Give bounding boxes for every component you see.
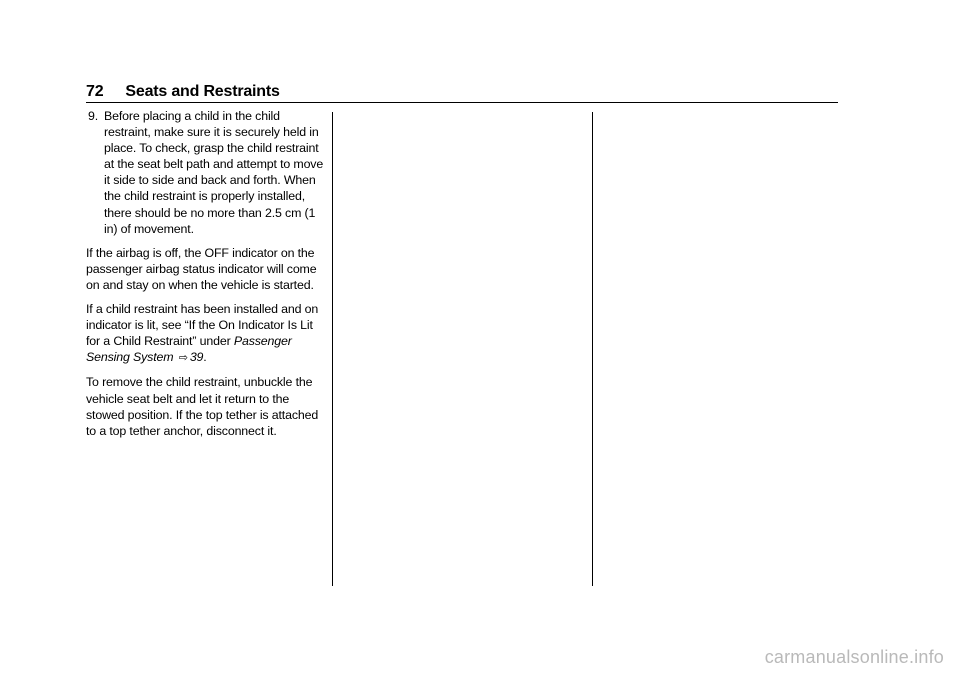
header-rule <box>86 102 838 103</box>
column-divider-2 <box>592 112 593 586</box>
paragraph-remove-restraint: To remove the child restraint, unbuckle the vehicle seat belt and let it return to the stowed position. If the top tether is attached to a top tether anchor, disconnect it. <box>86 375 319 438</box>
step-9 <box>88 108 324 237</box>
reference-arrow-icon: ⇨ <box>178 352 188 365</box>
paragraph-airbag-off: If the airbag is off, the OFF indicator on the passenger airbag status indicator will come on and stay on when the vehicle is started. <box>86 245 317 292</box>
column-divider-1 <box>332 112 333 586</box>
paragraph-text: If a child restraint has been installed and on indicator is lit, see “If the On Indicator Is Lit for a Child Restraint” under <box>86 302 319 349</box>
watermark: carmanualsonline.info <box>764 647 944 667</box>
page-reference[interactable]: 39 <box>189 350 204 365</box>
page-number: 72 <box>86 83 104 100</box>
section-title: Seats and Restraints <box>125 83 280 100</box>
step-text: Before placing a child in the child restraint, make sure it is securely held in place. To check, grasp the child restraint at the seat belt path and attempt to move it side to side and back and forth. When the child restraint is properly installed, there should be no more than 2.5 cm (1 in) of movement. <box>104 109 324 236</box>
paragraph-on-indicator <box>86 301 324 366</box>
step-number: 9. <box>88 109 99 123</box>
paragraph-end: . <box>203 350 207 365</box>
cross-reference-link[interactable]: Passenger Sensing System <box>86 334 292 365</box>
text-column <box>86 108 324 447</box>
page-header <box>86 83 838 101</box>
